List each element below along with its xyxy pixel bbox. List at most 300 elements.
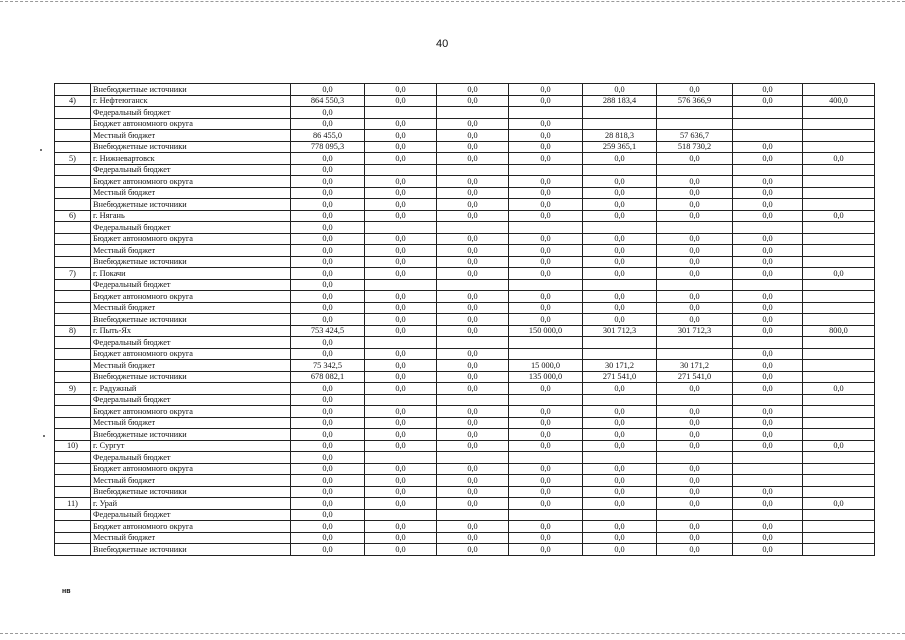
table-row <box>55 532 875 544</box>
row-number <box>55 532 91 544</box>
value-cell <box>733 279 803 291</box>
row-label: Федеральный бюджет <box>91 337 291 349</box>
value-cell: 0,0 <box>509 210 583 222</box>
value-cell: 0,0 <box>657 406 733 418</box>
value-cell <box>509 279 583 291</box>
value-cell <box>583 337 657 349</box>
value-cell <box>509 164 583 176</box>
value-cell: 0,0 <box>437 291 509 303</box>
value-cell: 0,0 <box>291 314 365 326</box>
value-cell: 0,0 <box>583 417 657 429</box>
value-cell: 0,0 <box>733 199 803 211</box>
row-number <box>55 84 91 96</box>
value-cell: 0,0 <box>509 268 583 280</box>
row-number <box>55 452 91 464</box>
value-cell: 0,0 <box>291 475 365 487</box>
value-cell: 0,0 <box>657 521 733 533</box>
row-number <box>55 348 91 360</box>
value-cell <box>733 475 803 487</box>
value-cell: 0,0 <box>437 118 509 130</box>
value-cell <box>803 279 875 291</box>
row-number <box>55 199 91 211</box>
value-cell: 0,0 <box>733 440 803 452</box>
value-cell: 0,0 <box>733 429 803 441</box>
value-cell: 0,0 <box>583 176 657 188</box>
row-label: Местный бюджет <box>91 245 291 257</box>
value-cell <box>803 314 875 326</box>
table-row <box>55 107 875 119</box>
value-cell: 0,0 <box>733 325 803 337</box>
value-cell <box>437 164 509 176</box>
row-number <box>55 360 91 372</box>
value-cell: 0,0 <box>733 187 803 199</box>
table-row <box>55 187 875 199</box>
value-cell <box>803 348 875 360</box>
row-label: г. Нижневартовск <box>91 153 291 165</box>
value-cell <box>803 486 875 498</box>
value-cell: 0,0 <box>509 440 583 452</box>
scan-speck <box>43 435 45 437</box>
value-cell: 0,0 <box>291 452 365 464</box>
value-cell <box>803 337 875 349</box>
value-cell <box>803 118 875 130</box>
table-row <box>55 521 875 533</box>
row-label: Внебюджетные источники <box>91 544 291 556</box>
value-cell <box>657 452 733 464</box>
table-row <box>55 291 875 303</box>
row-number <box>55 164 91 176</box>
value-cell: 0,0 <box>803 210 875 222</box>
value-cell: 0,0 <box>733 268 803 280</box>
value-cell <box>803 233 875 245</box>
value-cell: 0,0 <box>291 394 365 406</box>
value-cell: 0,0 <box>657 532 733 544</box>
row-label: Бюджет автономного округа <box>91 463 291 475</box>
value-cell <box>803 176 875 188</box>
row-number <box>55 141 91 153</box>
value-cell <box>803 475 875 487</box>
row-label: Федеральный бюджет <box>91 394 291 406</box>
row-label: Федеральный бюджет <box>91 452 291 464</box>
value-cell <box>365 222 437 234</box>
row-number: 6) <box>55 210 91 222</box>
table-row <box>55 314 875 326</box>
value-cell: 0,0 <box>733 210 803 222</box>
value-cell <box>509 509 583 521</box>
table-row <box>55 84 875 96</box>
value-cell: 0,0 <box>365 268 437 280</box>
value-cell <box>657 279 733 291</box>
row-number <box>55 302 91 314</box>
value-cell: 0,0 <box>733 233 803 245</box>
value-cell: 0,0 <box>509 302 583 314</box>
value-cell <box>657 222 733 234</box>
value-cell: 0,0 <box>733 371 803 383</box>
value-cell: 0,0 <box>291 233 365 245</box>
value-cell <box>437 452 509 464</box>
value-cell: 0,0 <box>291 199 365 211</box>
value-cell: 778 095,3 <box>291 141 365 153</box>
value-cell: 0,0 <box>365 325 437 337</box>
footer-mark: нв <box>62 588 71 595</box>
value-cell: 0,0 <box>291 256 365 268</box>
value-cell: 0,0 <box>365 314 437 326</box>
value-cell <box>509 394 583 406</box>
row-label: Внебюджетные источники <box>91 141 291 153</box>
value-cell: 0,0 <box>365 348 437 360</box>
scan-speck <box>40 149 42 151</box>
value-cell: 0,0 <box>733 256 803 268</box>
value-cell <box>583 509 657 521</box>
value-cell: 0,0 <box>291 348 365 360</box>
value-cell: 0,0 <box>657 199 733 211</box>
value-cell <box>733 118 803 130</box>
value-cell: 0,0 <box>365 210 437 222</box>
value-cell <box>657 509 733 521</box>
table-row <box>55 279 875 291</box>
value-cell <box>803 406 875 418</box>
value-cell: 150 000,0 <box>509 325 583 337</box>
value-cell: 0,0 <box>657 268 733 280</box>
row-label: Бюджет автономного округа <box>91 348 291 360</box>
value-cell <box>733 222 803 234</box>
table-row <box>55 417 875 429</box>
value-cell: 0,0 <box>365 429 437 441</box>
value-cell <box>509 348 583 360</box>
value-cell: 0,0 <box>583 440 657 452</box>
value-cell: 0,0 <box>291 509 365 521</box>
value-cell: 0,0 <box>291 107 365 119</box>
value-cell: 0,0 <box>733 417 803 429</box>
value-cell: 0,0 <box>733 348 803 360</box>
value-cell: 0,0 <box>583 233 657 245</box>
value-cell: 0,0 <box>583 291 657 303</box>
row-number <box>55 429 91 441</box>
row-label: Местный бюджет <box>91 187 291 199</box>
value-cell <box>509 107 583 119</box>
row-label: Внебюджетные источники <box>91 429 291 441</box>
value-cell <box>803 245 875 257</box>
table-row <box>55 268 875 280</box>
row-number: 10) <box>55 440 91 452</box>
row-number <box>55 337 91 349</box>
value-cell <box>803 463 875 475</box>
value-cell: 0,0 <box>509 532 583 544</box>
value-cell: 0,0 <box>733 383 803 395</box>
value-cell: 0,0 <box>733 486 803 498</box>
row-number <box>55 371 91 383</box>
value-cell: 0,0 <box>583 383 657 395</box>
value-cell: 0,0 <box>291 245 365 257</box>
value-cell: 0,0 <box>291 498 365 510</box>
value-cell: 0,0 <box>583 486 657 498</box>
row-label: Внебюджетные источники <box>91 256 291 268</box>
value-cell: 0,0 <box>365 486 437 498</box>
row-label: г. Покачи <box>91 268 291 280</box>
value-cell: 0,0 <box>733 544 803 556</box>
value-cell: 0,0 <box>583 302 657 314</box>
table-row <box>55 406 875 418</box>
value-cell: 0,0 <box>437 429 509 441</box>
table-row <box>55 383 875 395</box>
value-cell: 0,0 <box>657 210 733 222</box>
value-cell: 0,0 <box>509 141 583 153</box>
value-cell <box>657 107 733 119</box>
value-cell: 0,0 <box>657 544 733 556</box>
row-label: Бюджет автономного округа <box>91 521 291 533</box>
value-cell: 0,0 <box>583 521 657 533</box>
value-cell: 0,0 <box>437 521 509 533</box>
row-number <box>55 176 91 188</box>
value-cell: 678 082,1 <box>291 371 365 383</box>
value-cell <box>803 256 875 268</box>
value-cell <box>437 394 509 406</box>
table-row <box>55 222 875 234</box>
value-cell: 0,0 <box>437 314 509 326</box>
value-cell: 0,0 <box>657 475 733 487</box>
value-cell: 0,0 <box>657 84 733 96</box>
row-number <box>55 486 91 498</box>
value-cell: 0,0 <box>291 463 365 475</box>
value-cell <box>803 521 875 533</box>
value-cell <box>803 84 875 96</box>
value-cell: 0,0 <box>657 463 733 475</box>
table-row <box>55 199 875 211</box>
row-label: Внебюджетные источники <box>91 314 291 326</box>
row-number: 11) <box>55 498 91 510</box>
value-cell: 0,0 <box>291 406 365 418</box>
value-cell: 0,0 <box>291 210 365 222</box>
value-cell: 0,0 <box>509 406 583 418</box>
value-cell: 0,0 <box>291 153 365 165</box>
value-cell: 0,0 <box>583 268 657 280</box>
row-number <box>55 475 91 487</box>
value-cell: 0,0 <box>657 256 733 268</box>
value-cell <box>803 360 875 372</box>
table-row <box>55 164 875 176</box>
value-cell <box>803 509 875 521</box>
row-number <box>55 406 91 418</box>
value-cell <box>803 130 875 142</box>
value-cell: 0,0 <box>365 256 437 268</box>
value-cell: 0,0 <box>509 130 583 142</box>
value-cell: 0,0 <box>365 383 437 395</box>
row-label: Местный бюджет <box>91 475 291 487</box>
value-cell: 0,0 <box>733 176 803 188</box>
table-row <box>55 233 875 245</box>
value-cell: 0,0 <box>291 383 365 395</box>
value-cell: 0,0 <box>291 521 365 533</box>
row-label: Бюджет автономного округа <box>91 176 291 188</box>
row-number <box>55 279 91 291</box>
value-cell: 0,0 <box>365 417 437 429</box>
table-row <box>55 360 875 372</box>
value-cell <box>365 337 437 349</box>
value-cell: 0,0 <box>437 475 509 487</box>
value-cell: 0,0 <box>437 256 509 268</box>
value-cell <box>803 291 875 303</box>
table-row <box>55 210 875 222</box>
value-cell <box>365 107 437 119</box>
value-cell <box>365 279 437 291</box>
value-cell: 0,0 <box>291 486 365 498</box>
row-label: Бюджет автономного округа <box>91 118 291 130</box>
value-cell: 0,0 <box>509 429 583 441</box>
value-cell: 0,0 <box>583 84 657 96</box>
value-cell: 0,0 <box>291 84 365 96</box>
value-cell <box>803 141 875 153</box>
value-cell: 0,0 <box>437 95 509 107</box>
value-cell: 0,0 <box>365 95 437 107</box>
row-label: Бюджет автономного округа <box>91 291 291 303</box>
value-cell: 0,0 <box>509 486 583 498</box>
value-cell <box>803 164 875 176</box>
value-cell: 0,0 <box>437 210 509 222</box>
value-cell: 0,0 <box>509 417 583 429</box>
table-row <box>55 394 875 406</box>
table-row <box>55 486 875 498</box>
row-number <box>55 245 91 257</box>
row-number <box>55 314 91 326</box>
row-label: Федеральный бюджет <box>91 279 291 291</box>
value-cell: 0,0 <box>657 187 733 199</box>
value-cell: 0,0 <box>509 84 583 96</box>
value-cell: 0,0 <box>365 302 437 314</box>
row-number <box>55 463 91 475</box>
table-row <box>55 302 875 314</box>
value-cell: 0,0 <box>657 233 733 245</box>
row-label: Федеральный бюджет <box>91 509 291 521</box>
value-cell <box>803 544 875 556</box>
value-cell <box>657 118 733 130</box>
value-cell: 0,0 <box>437 532 509 544</box>
value-cell: 0,0 <box>509 521 583 533</box>
value-cell: 0,0 <box>657 383 733 395</box>
value-cell: 0,0 <box>657 291 733 303</box>
value-cell <box>365 509 437 521</box>
value-cell: 301 712,3 <box>583 325 657 337</box>
value-cell <box>733 509 803 521</box>
table-row <box>55 371 875 383</box>
value-cell: 0,0 <box>437 498 509 510</box>
value-cell: 0,0 <box>365 187 437 199</box>
value-cell: 0,0 <box>509 176 583 188</box>
value-cell: 0,0 <box>583 463 657 475</box>
table-row <box>55 452 875 464</box>
row-number <box>55 118 91 130</box>
row-label: Бюджет автономного округа <box>91 233 291 245</box>
value-cell: 0,0 <box>657 440 733 452</box>
value-cell: 0,0 <box>437 371 509 383</box>
value-cell: 0,0 <box>291 302 365 314</box>
value-cell <box>583 452 657 464</box>
value-cell <box>657 348 733 360</box>
value-cell: 0,0 <box>657 417 733 429</box>
value-cell: 0,0 <box>437 176 509 188</box>
value-cell: 0,0 <box>509 498 583 510</box>
value-cell: 0,0 <box>733 245 803 257</box>
table-row <box>55 463 875 475</box>
row-number <box>55 107 91 119</box>
page-number: 40 <box>436 38 449 50</box>
scan-edge-bottom <box>0 633 905 634</box>
value-cell: 0,0 <box>365 176 437 188</box>
value-cell: 0,0 <box>583 429 657 441</box>
table-row <box>55 118 875 130</box>
value-cell: 0,0 <box>803 498 875 510</box>
row-label: г. Радужный <box>91 383 291 395</box>
value-cell: 0,0 <box>437 141 509 153</box>
row-number <box>55 544 91 556</box>
value-cell: 0,0 <box>583 475 657 487</box>
value-cell: 0,0 <box>583 210 657 222</box>
value-cell: 0,0 <box>733 521 803 533</box>
value-cell: 0,0 <box>509 475 583 487</box>
value-cell: 0,0 <box>437 383 509 395</box>
value-cell: 271 541,0 <box>657 371 733 383</box>
value-cell: 0,0 <box>291 187 365 199</box>
value-cell: 0,0 <box>803 383 875 395</box>
value-cell: 135 000,0 <box>509 371 583 383</box>
row-label: Внебюджетные источники <box>91 199 291 211</box>
value-cell: 0,0 <box>733 141 803 153</box>
value-cell: 576 366,9 <box>657 95 733 107</box>
value-cell: 0,0 <box>365 440 437 452</box>
value-cell <box>583 222 657 234</box>
value-cell <box>583 279 657 291</box>
value-cell <box>583 118 657 130</box>
value-cell: 0,0 <box>437 360 509 372</box>
value-cell: 518 730,2 <box>657 141 733 153</box>
value-cell: 0,0 <box>291 176 365 188</box>
value-cell: 0,0 <box>733 498 803 510</box>
value-cell: 0,0 <box>583 544 657 556</box>
row-number: 7) <box>55 268 91 280</box>
value-cell <box>733 164 803 176</box>
value-cell: 0,0 <box>657 498 733 510</box>
value-cell: 0,0 <box>509 153 583 165</box>
table-row <box>55 176 875 188</box>
value-cell: 0,0 <box>437 463 509 475</box>
value-cell: 0,0 <box>365 360 437 372</box>
value-cell: 0,0 <box>291 544 365 556</box>
value-cell <box>437 337 509 349</box>
row-label: Федеральный бюджет <box>91 107 291 119</box>
value-cell: 0,0 <box>509 187 583 199</box>
value-cell: 0,0 <box>365 544 437 556</box>
value-cell: 15 000,0 <box>509 360 583 372</box>
value-cell <box>657 164 733 176</box>
value-cell: 0,0 <box>657 486 733 498</box>
value-cell <box>803 452 875 464</box>
row-label: г. Нягань <box>91 210 291 222</box>
value-cell: 0,0 <box>291 222 365 234</box>
value-cell: 800,0 <box>803 325 875 337</box>
value-cell <box>733 130 803 142</box>
value-cell <box>803 302 875 314</box>
value-cell: 0,0 <box>509 256 583 268</box>
value-cell: 0,0 <box>509 233 583 245</box>
value-cell <box>733 452 803 464</box>
value-cell: 0,0 <box>733 532 803 544</box>
value-cell: 0,0 <box>291 268 365 280</box>
value-cell <box>733 337 803 349</box>
row-label: Местный бюджет <box>91 417 291 429</box>
value-cell: 0,0 <box>509 383 583 395</box>
value-cell: 0,0 <box>365 371 437 383</box>
value-cell <box>733 463 803 475</box>
table-row <box>55 95 875 107</box>
